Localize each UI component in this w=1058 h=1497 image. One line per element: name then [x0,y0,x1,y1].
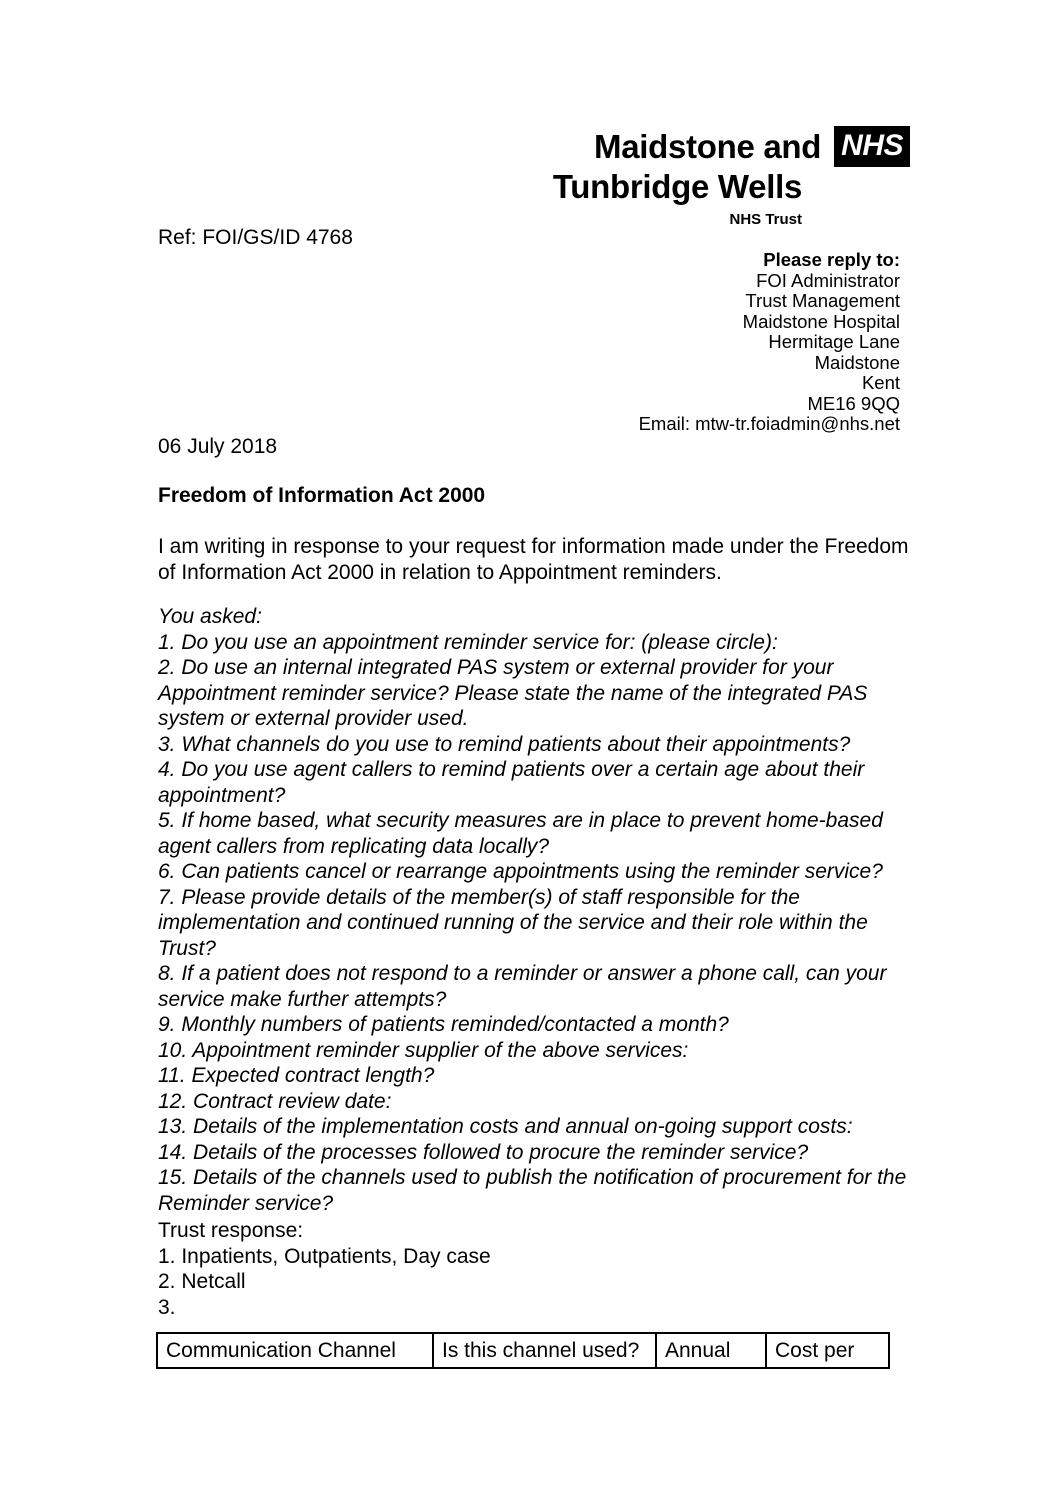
letter-date: 06 July 2018 [158,435,278,458]
question-item: 6. Can patients cancel or rearrange appointments using the reminder service? [158,860,883,883]
reply-to-line: Trust Management [745,290,900,311]
trust-response-block [158,1218,918,1320]
trust-name-part-1: Maidstone and [594,127,822,165]
reply-to-email: Email: mtw-tr.foiadmin@nhs.net [638,413,900,434]
letterhead [520,126,910,230]
trust-response-item: 3. [158,1295,176,1319]
question-item: 3. What channels do you use to remind patients about their appointments? [158,732,851,756]
reply-to-block [639,250,900,435]
questions-block [158,604,918,1216]
question-item: 12. Contract review date: [158,1089,392,1113]
question-item: 11. Expected contract length? [158,1064,435,1087]
reply-to-line: Kent [861,372,900,393]
question-item: 13. Details of the implementation costs and annual on-going support costs: [158,1115,853,1138]
question-item: 2. Do use an internal integrated PAS system or external provider for your Appointment reminder service? Please state the name of the integrated PAS system or external provider used. [158,656,868,730]
intro-paragraph-block [158,534,918,585]
trust-response-heading: Trust response: [158,1219,304,1242]
table-header-cell-communication-channel: Communication Channel [157,1333,433,1368]
nhs-logo-icon: NHS [834,126,910,167]
table-header-row [157,1333,889,1368]
table-header-cell-is-this-channel-used: Is this channel used? [433,1333,656,1368]
reply-to-line: Hermitage Lane [768,331,900,352]
letterhead-line-1 [520,126,910,167]
reply-to-line: ME16 9QQ [807,392,900,414]
table-header-cell-cost-per: Cost per [766,1333,889,1368]
reply-to-line: Maidstone [814,351,900,373]
intro-paragraph: I am writing in response to your request for information made under the Freedom of Information Act 2000 in relation to Appointment reminders. [158,535,909,584]
letterhead-subtitle: NHS Trust [729,211,802,228]
question-item: 9. Monthly numbers of patients reminded/contacted a month? [158,1013,729,1036]
question-item: 15. Details of the channels used to publish the notification of procurement for the Reminder service? [158,1166,907,1215]
question-item: 8. If a patient does not respond to a reminder or answer a phone call, can your service make further attempts? [158,962,887,1011]
table-header-cell-annual: Annual [656,1333,766,1368]
reference-line: Ref: FOI/GS/ID 4768 [158,226,353,249]
reply-to-line: Maidstone Hospital [742,310,900,332]
communication-channel-table [156,1332,890,1369]
trust-response-item: 2. Netcall [158,1270,246,1293]
question-item: 4. Do you use agent callers to remind patients over a certain age about their appointment? [158,758,865,807]
reply-to-line: FOI Administrator [756,269,900,291]
question-item: 14. Details of the processes followed to procure the reminder service? [158,1140,809,1164]
question-item: 7. Please provide details of the member(s) of staff responsible for the implementation and continued running of the service and their role within the Trust? [158,885,868,960]
question-item: 10. Appointment reminder supplier of the above services: [158,1038,689,1062]
questions-lead-in: You asked: [158,605,262,628]
letterhead-line-2: Tunbridge Wells [552,168,802,205]
letter-subject: Freedom of Information Act 2000 [158,484,486,507]
reply-to-heading: Please reply to: [763,249,900,270]
question-item: 5. If home based, what security measures are in place to prevent home-based agent callers from replicating data locally? [158,809,883,858]
trust-response-item: 1. Inpatients, Outpatients, Day case [158,1244,491,1268]
question-item: 1. Do you use an appointment reminder service for: (please circle): [158,630,778,654]
